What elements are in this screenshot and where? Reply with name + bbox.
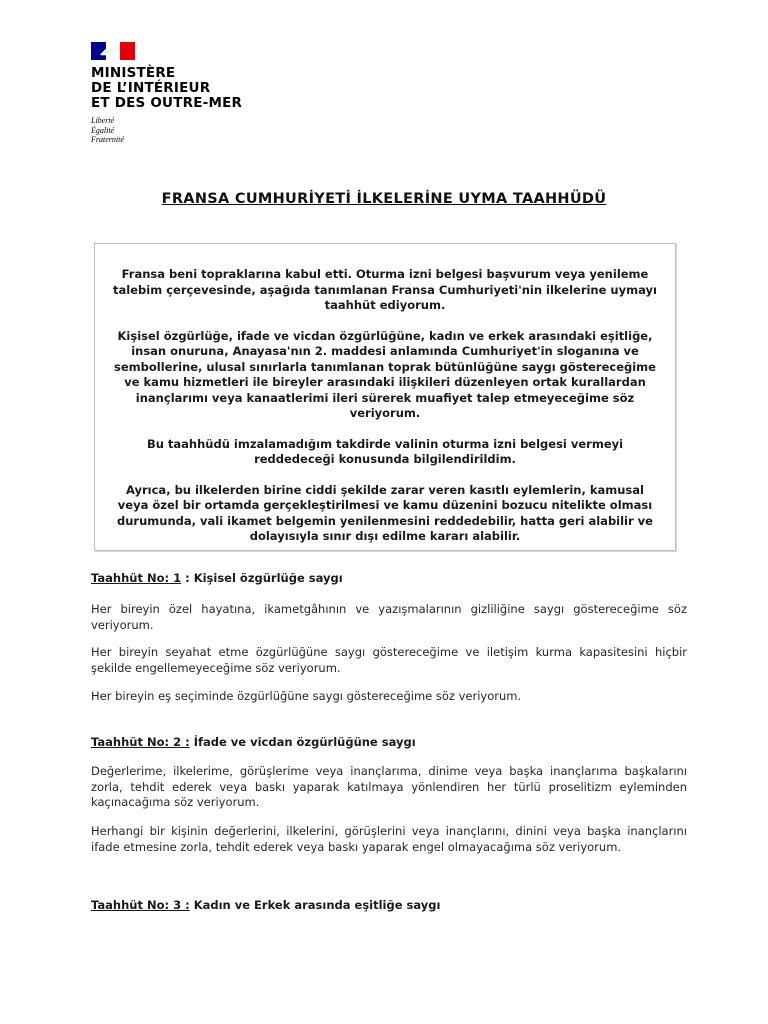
commitment-section-3 — [91, 898, 687, 913]
section-1-paragraph-1: Her bireyin özel hayatına, ikametgâhının ve yazışmalarının gizliliğine saygı göstereceğime söz veriyorum. — [91, 602, 687, 632]
box-paragraph-2: Kişisel özgürlüğe, ifade ve vicdan özgürlüğüne, kadın ve erkek arasındaki eşitliğe, insan onuruna, Anayasa'nın 2. maddesi anlamında Cumhuriyet'in sloganına ve sembollerine, ulusal sınırlarla tanımlanan toprak bütünlüğüne saygı göstereceğime ve kamu hizmetleri ile bireyler arasındaki ilişkileri düzenleyen ortak kurallardan inançlarımı veya kanaatlerimi ileri sürerek muafiyet talep etmeyeceğime söz veriyorum. — [114, 328, 656, 420]
ministry-line-1: MINISTÈRE — [91, 65, 176, 81]
section-number: Taahhüt No: 2 : — [91, 735, 190, 749]
box-paragraph-1: Fransa beni topraklarına kabul etti. Oturma izni belgesi başvurum veya yenileme talebim çerçevesinde, aşağıda tanımlanan Fransa Cumhuriyeti'nin ilkelerine uymayı taahhüt ediyorum. — [113, 267, 657, 312]
ministry-line-3: ET DES OUTRE-MER — [91, 95, 243, 111]
motto-liberte: Liberté — [91, 116, 115, 125]
ministry-name — [91, 66, 242, 111]
section-title: Kişisel özgürlüğe saygı — [193, 571, 343, 585]
motto-fraternite: Fraternité — [91, 135, 124, 144]
section-2-paragraph-1: Değerlerime, ilkelerime, görüşlerime veya inançlarıma, dinime veya başka inançlarıma başkalarını zorla, tehdit ederek veya baskı yaparak katılmaya yönlendiren her türlü proselitizm eyleminden kaçınacağıma söz veriyorum. — [91, 764, 687, 809]
commitment-section-1 — [91, 571, 687, 586]
section-heading — [91, 898, 687, 913]
section-title: İfade ve vicdan özgürlüğüne saygı — [193, 735, 416, 749]
document-title: FRANSA CUMHURİYETİ İLKELERİNE UYMA TAAHHÜDÜ — [161, 191, 607, 207]
marianne-flag-icon — [91, 42, 135, 60]
republic-motto — [91, 116, 242, 145]
section-number: Taahhüt No: 1 — [91, 571, 182, 585]
section-1-paragraph-3: Her bireyin eş seçiminde özgürlüğüne saygı göstereceğime söz veriyorum. — [91, 689, 522, 703]
box-paragraph-4: Ayrıca, bu ilkelerden birine ciddi şekilde zarar veren kasıtlı eylemlerin, kamusal veya özel bir ortamda gerçekleştirilmesi ve kamu düzenini bozucu nitelikte olması durumunda, vali ikamet belgemin yenilenmesini reddedebilir, hatta geri alabilir ve dolayısıyla sınır dışı edilme kararı alabilir. — [117, 482, 653, 543]
ministry-line-2: DE L’INTÉRIEUR — [91, 80, 211, 96]
commitment-section-2 — [91, 735, 687, 750]
section-number: Taahhüt No: 3 : — [91, 898, 190, 912]
section-heading — [91, 571, 687, 586]
commitment-box — [94, 243, 676, 551]
box-paragraph-3: Bu taahhüdü imzalamadığım takdirde valinin oturma izni belgesi vermeyi reddedeceği konusunda bilgilendirildim. — [146, 436, 624, 466]
section-1-paragraph-2: Her bireyin seyahat etme özgürlüğüne saygı göstereceğime ve iletişim kurma kapasitesini hiçbir şekilde engellemeyeceğime söz veriyorum. — [91, 645, 687, 675]
section-heading — [91, 735, 687, 750]
motto-egalite: Égalité — [91, 125, 115, 135]
ministry-logo — [91, 42, 242, 145]
section-title: Kadın ve Erkek arasında eşitliğe saygı — [193, 898, 441, 912]
section-2-paragraph-2: Herhangi bir kişinin değerlerini, ilkelerini, görüşlerini veya inançlarını, dinini veya başka inançlarını ifade etmesine zorla, tehdit ederek veya baskı yaparak engel olmayacağıma söz veriyorum. — [91, 824, 687, 854]
section-separator: : — [181, 571, 194, 585]
